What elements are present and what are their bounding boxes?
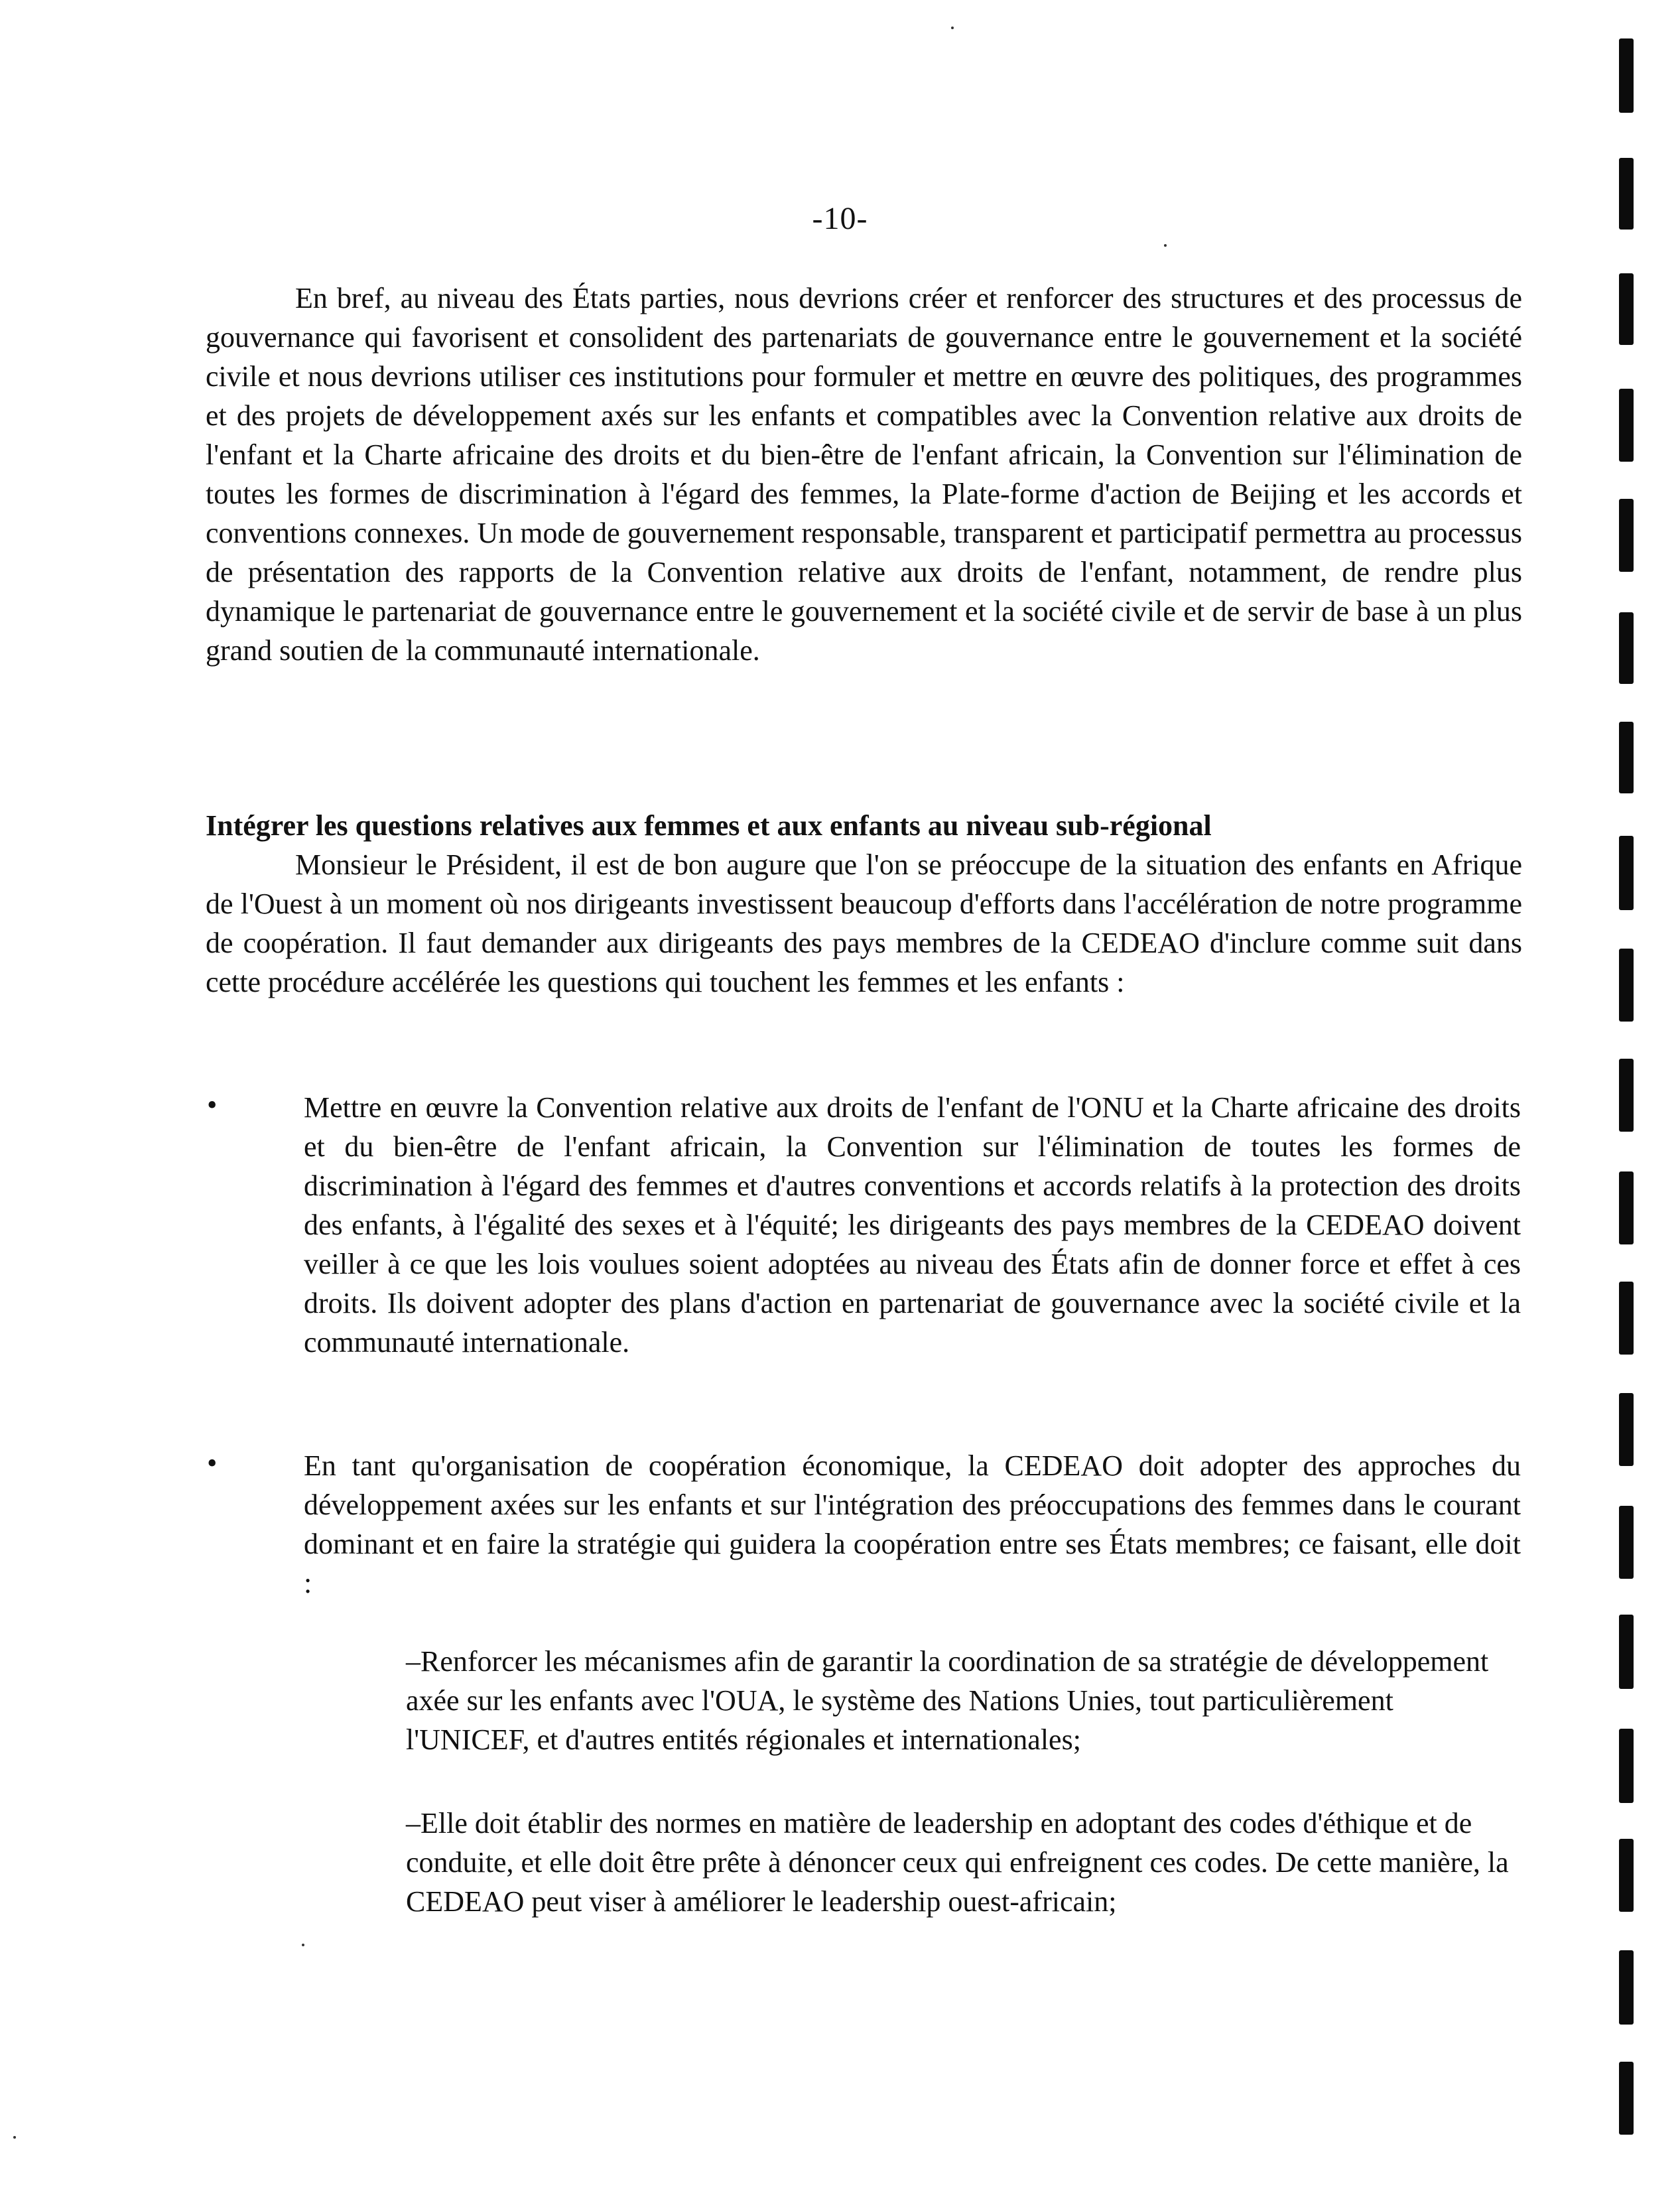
scan-margin-mark — [1619, 836, 1634, 910]
scan-margin-mark — [1619, 389, 1634, 462]
scan-margin-mark — [1619, 1950, 1634, 2025]
scan-margin-mark — [1619, 1729, 1634, 1803]
section-heading: Intégrer les questions relatives aux femmes et aux enfants au niveau sub-régional — [206, 809, 1212, 842]
paragraph-2-text: Monsieur le Président, il est de bon augure que l'on se préoccupe de la situation des enfants en Afrique de l'Ouest à un moment où nos dirigeants investissent beaucoup d'efforts dans l'accélération de notre programme de coopération. Il faut demander aux dirigeants des pays membres de la CEDEAO d'inclure comme suit dans cette procédure accélérée les questions qui touchent les femmes et les enfants : — [206, 848, 1522, 998]
scan-margin-mark — [1619, 1506, 1634, 1579]
bullet-item-conventions: Mettre en œuvre la Convention relative aux droits de l'enfant de l'ONU et la Charte africaine des droits et du bien-être de l'enfant africain, la Convention sur l'élimination de toutes les formes de discrimination à l'égard des femmes et d'autres conventions et accords relatifs à la protection des droits des enfants, à l'égalité des sexes et à l'équité; les dirigeants des pays membres de la CEDEAO doivent veiller à ce que les lois voulues soient adoptées au niveau des États afin de donner force et effet à ces droits. Ils doivent adopter des plans d'action en partenariat de gouvernance avec la société civile et la communauté internationale. — [304, 1091, 1521, 1359]
sub-item-coordination: –Renforcer les mécanismes afin de garantir la coordination de sa stratégie de développement axée sur les enfants avec l'OUA, le système des Nations Unies, tout particulièrement l'UNICEF, et d'autres entités régionales et internationales; — [406, 1645, 1489, 1756]
scan-margin-mark — [1619, 38, 1634, 113]
scan-margin-mark — [1619, 1839, 1634, 1912]
scan-speck — [13, 2136, 16, 2139]
scan-margin-mark — [1619, 722, 1634, 793]
sub-item-leadership: –Elle doit établir des normes en matière de leadership en adoptant des codes d'éthique et de conduite, et elle doit être prête à dénoncer ceux qui enfreignent ces codes. De cette manière, la CEDEAO peut viser à améliorer le leadership ouest-africain; — [406, 1807, 1509, 1918]
scan-margin-mark — [1619, 1615, 1634, 1689]
scan-margin-mark — [1619, 612, 1634, 684]
paragraph-1-text: En bref, au niveau des États parties, nous devrions créer et renforcer des structures et des processus de gouvernance qui favorisent et consolident des partenariats de gouvernance entre le gouvernement et la société civile et nous devrions utiliser ces institutions pour formuler et mettre en œuvre des politiques, des programmes et des projets de développement axés sur les enfants et compatibles avec la Convention relative aux droits de l'enfant et la Charte africaine des droits et du bien-être de l'enfant africain, la Convention sur l'élimination de toutes les formes de discrimination à l'égard des femmes, la Plate-forme d'action de Beijing et les accords et conventions connexes. Un mode de gouvernement responsable, transparent et participatif permettra au processus de présentation des rapports de la Convention relative aux droits de l'enfant, notamment, de rendre plus dynamique le partenariat de gouvernance entre le gouvernement et la société civile et de servir de base à un plus grand soutien de la communauté internationale. — [206, 282, 1522, 667]
paragraph-governance — [206, 279, 1522, 670]
scan-margin-mark — [1619, 273, 1634, 345]
scan-margin-mark — [1619, 1059, 1634, 1132]
bullet-marker: • — [207, 1447, 218, 1479]
scan-margin-mark — [1619, 1393, 1634, 1466]
page-number: -10- — [812, 201, 868, 236]
scan-margin-mark — [1619, 2062, 1634, 2135]
scan-speck — [302, 1944, 304, 1946]
scan-speck — [951, 27, 954, 29]
scan-margin-mark — [1619, 1171, 1634, 1244]
bullet-marker: • — [207, 1089, 218, 1121]
scan-margin-mark — [1619, 158, 1634, 230]
paragraph-president — [206, 845, 1522, 1002]
scan-margin-mark — [1619, 499, 1634, 572]
scan-margin-mark — [1619, 949, 1634, 1022]
scan-speck — [1164, 244, 1167, 247]
bullet-item-cedeao-strategy: En tant qu'organisation de coopération économique, la CEDEAO doit adopter des approches du développement axées sur les enfants et sur l'intégration des préoccupations des femmes dans le courant dominant et en faire la stratégie qui guidera la coopération entre ses États membres; ce faisant, elle doit : — [304, 1449, 1521, 1599]
scan-margin-mark — [1619, 1282, 1634, 1355]
